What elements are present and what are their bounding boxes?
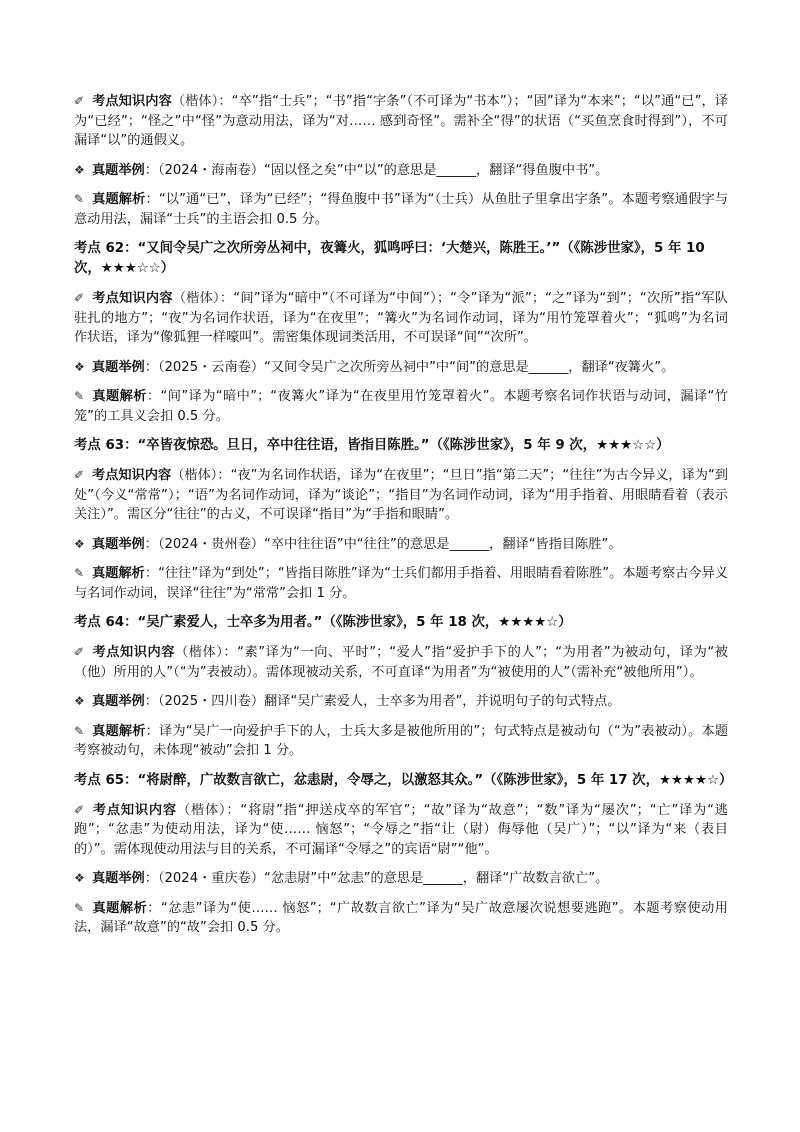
- label-separator: （楷体）：: [171, 94, 232, 109]
- exam-point-heading: 考点 63：“卒皆夜惊恐。旦日，卒中往往语，皆指目陈胜。”（《陈涉世家》，5 年 9 次，★★★☆☆）: [74, 438, 670, 453]
- pen-icon: ✎: [74, 192, 85, 206]
- paragraph-text: （2024・贵州卷）“卒中往往语”中“往往”的意思是______，翻译“皆指目陈胜”。: [157, 536, 622, 552]
- exam-point-heading: 考点 64：“吴广素爱人，士卒多为用者。”（《陈涉世家》，5 年 18 次，★★★★☆）: [74, 615, 572, 630]
- exam-analysis-paragraph: [74, 387, 728, 426]
- pen-icon: ✎: [74, 900, 85, 915]
- section-label: 考点知识内容: [92, 291, 173, 306]
- exam-example-paragraph: [74, 535, 728, 555]
- paragraph-text: “卒”指“士兵”；“书”指“字条”（不可译为“书本”）；“固”译为“本来”；“以”通“已”，译为“已经”；“怪之”中“怪”为意动用法，译为“对…… 感到奇怪”。需补全“得”的状语（“买鱼烹食时得到”），不可漏译“以”的通假义。: [74, 94, 728, 148]
- exam-example-paragraph: [74, 358, 728, 378]
- label-separator: （楷体）：: [172, 291, 234, 306]
- section-label: 考点知识内容: [92, 468, 172, 483]
- document-page: [74, 92, 733, 948]
- exam-point-heading: 考点 65：“将尉醉，广故数言欲亡，忿恚尉，令辱之，以激怒其众。”（《陈涉世家》，5 年 17 次，★★★★☆）: [74, 772, 733, 788]
- paragraph-text: “将尉”指“押送戍卒的军官”；“故”译为“故意”；“数”译为“屡次”；“亡”译为“逃跑”；“忿恚”为使动用法，译为“使…… 恼怒”；“令辱之”指“让（尉）侮辱他（吴广）”；“以”译为“来（表目的）”。需体现使动用法与目的关系，不可漏译“令辱之”的宾语“尉”“他”。: [74, 802, 728, 857]
- section-label: 考点知识内容: [92, 645, 176, 660]
- section-label: 真题解析: [92, 566, 145, 581]
- pencil-icon: ✐: [74, 645, 85, 659]
- label-separator: （楷体）：: [171, 468, 231, 483]
- section-label: 真题解析: [92, 389, 147, 404]
- section-label: 真题解析: [92, 900, 148, 916]
- label-separator: ：: [145, 723, 160, 739]
- pen-icon: ✎: [74, 389, 85, 403]
- section-label: 考点知识内容: [92, 94, 172, 109]
- pencil-icon: ✐: [74, 291, 85, 305]
- label-separator: ：: [144, 694, 158, 709]
- paragraph-text: “素”译为“一向、平时”；“爱人”指“爱护手下的人”；“为用者”为被动句，译为“被（他）所用的人”（“为”表被动）。需体现被动关系，不可直译“为用者”为“被使用的人”（需补充“被他所用”）。: [74, 645, 728, 680]
- diamond-icon: ❖: [74, 536, 85, 551]
- section-label: 考点知识内容: [92, 802, 177, 818]
- label-separator: （楷体）：: [175, 645, 238, 660]
- paragraph-text: 译为“吴广一向爱护手下的人，士兵大多是被他所用的”；句式特点是被动句（“为”表被动）。本题考察被动句，未体现“被动”会扣 1 分。: [74, 723, 729, 758]
- section-label: 真题举例: [92, 694, 145, 709]
- label-separator: ：: [145, 192, 159, 207]
- label-separator: ：: [144, 871, 158, 886]
- pencil-icon: ✐: [74, 94, 85, 108]
- diamond-icon: ❖: [74, 694, 85, 708]
- pencil-icon: ✐: [74, 802, 85, 817]
- section-label: 真题举例: [92, 162, 145, 178]
- label-separator: ：: [144, 536, 158, 552]
- label-separator: ：: [147, 900, 161, 916]
- paragraph-text: （2025・四川卷）翻译“吴广素爱人，士卒多为用者”，并说明句子的句式特点。: [157, 694, 621, 709]
- exam-analysis-paragraph: [74, 722, 728, 761]
- section-label: 真题举例: [92, 536, 145, 552]
- section-label: 真题举例: [92, 359, 145, 375]
- exam-example-paragraph: [74, 869, 728, 889]
- section-label: 真题举例: [92, 871, 145, 886]
- label-separator: ：: [144, 566, 159, 581]
- knowledge-content-paragraph: [74, 643, 728, 682]
- paragraph-text: “间”译为“暗中”（不可译为“中间”）；“令”译为“派”；“之”译为“到”；“次所”指“军队驻扎的地方”；“夜”为名词作状语，译为“在夜里”；“篝火”为名词作动词，译为“用竹笼罩着火”；“狐鸣”为名词作状语，译为“像狐狸一样嚎叫”。需密集体现词类活用，不可误译“间”“次所”。: [74, 291, 728, 345]
- exam-analysis-paragraph: [74, 564, 728, 603]
- paragraph-text: “间”译为“暗中”；“夜篝火”译为“在夜里用竹笼罩着火”。本题考察名词作状语与动词，漏译“竹笼”的工具义会扣 0.5 分。: [74, 389, 728, 424]
- exam-point-heading: 考点 62：“又间令吴广之次所旁丛祠中，夜篝火，狐鸣呼曰：‘大楚兴，陈胜王。’”（《陈涉世家》，5 年 10 次，★★★☆☆）: [74, 241, 705, 276]
- knowledge-content-paragraph: [74, 289, 728, 348]
- diamond-icon: ❖: [74, 162, 85, 177]
- paragraph-text: “以”通“已”，译为“已经”；“得鱼腹中书”译为“（士兵）从鱼肚子里拿出字条”。本题考察通假字与意动用法，漏译“士兵”的主语会扣 0.5 分。: [74, 192, 729, 227]
- knowledge-content-paragraph: [74, 801, 728, 860]
- exam-analysis-paragraph: [74, 190, 728, 229]
- label-separator: （楷体）：: [176, 802, 241, 818]
- pen-icon: ✎: [74, 723, 85, 738]
- paragraph-text: “忿恚”译为“使…… 恼怒”；“广故数言欲亡”译为“吴广故意屡次说想要逃跑”。本题考察使动用法，漏译“故意”的“故”会扣 0.5 分。: [74, 900, 728, 935]
- label-separator: ：: [144, 359, 158, 375]
- label-separator: ：: [144, 162, 158, 178]
- pen-icon: ✎: [74, 566, 85, 580]
- exam-analysis-paragraph: [74, 899, 728, 938]
- knowledge-content-paragraph: [74, 92, 728, 151]
- diamond-icon: ❖: [74, 359, 85, 374]
- paragraph-text: （2024・海南卷）“固以怪之矣”中“以”的意思是______，翻译“得鱼腹中书”。: [157, 162, 609, 178]
- exam-example-paragraph: [74, 161, 728, 181]
- diamond-icon: ❖: [74, 871, 85, 885]
- pencil-icon: ✐: [74, 468, 85, 482]
- section-label: 真题解析: [92, 192, 146, 207]
- paragraph-text: （2024・重庆卷）“忿恚尉”中“忿恚”的意思是______，翻译“广故数言欲亡”。: [157, 871, 609, 886]
- paragraph-text: （2025・云南卷）“又间令吴广之次所旁丛祠中”中“间”的意思是______，翻译“夜篝火”。: [157, 359, 675, 375]
- knowledge-content-paragraph: [74, 466, 728, 525]
- paragraph-text: “往往”译为“到处”；“皆指目陈胜”译为“士兵们都用手指着、用眼睛看着陈胜”。本题考察古今异义与名词作动词，误译“往往”为“常常”会扣 1 分。: [74, 566, 729, 601]
- exam-example-paragraph: [74, 692, 728, 712]
- paragraph-text: “夜”为名词作状语，译为“在夜里”；“旦日”指“第二天”；“往往”为古今异义，译为“到处”（今义“常常”）；“语”为名词作动词，译为“谈论”；“指目”为名词作动词，译为“用手指着、用眼睛看着（表示关注）”。需区分“往往”的古义，不可误译“指目”为“手指和眼睛”。: [74, 468, 728, 522]
- label-separator: ：: [146, 389, 161, 404]
- section-label: 真题解析: [92, 723, 146, 739]
